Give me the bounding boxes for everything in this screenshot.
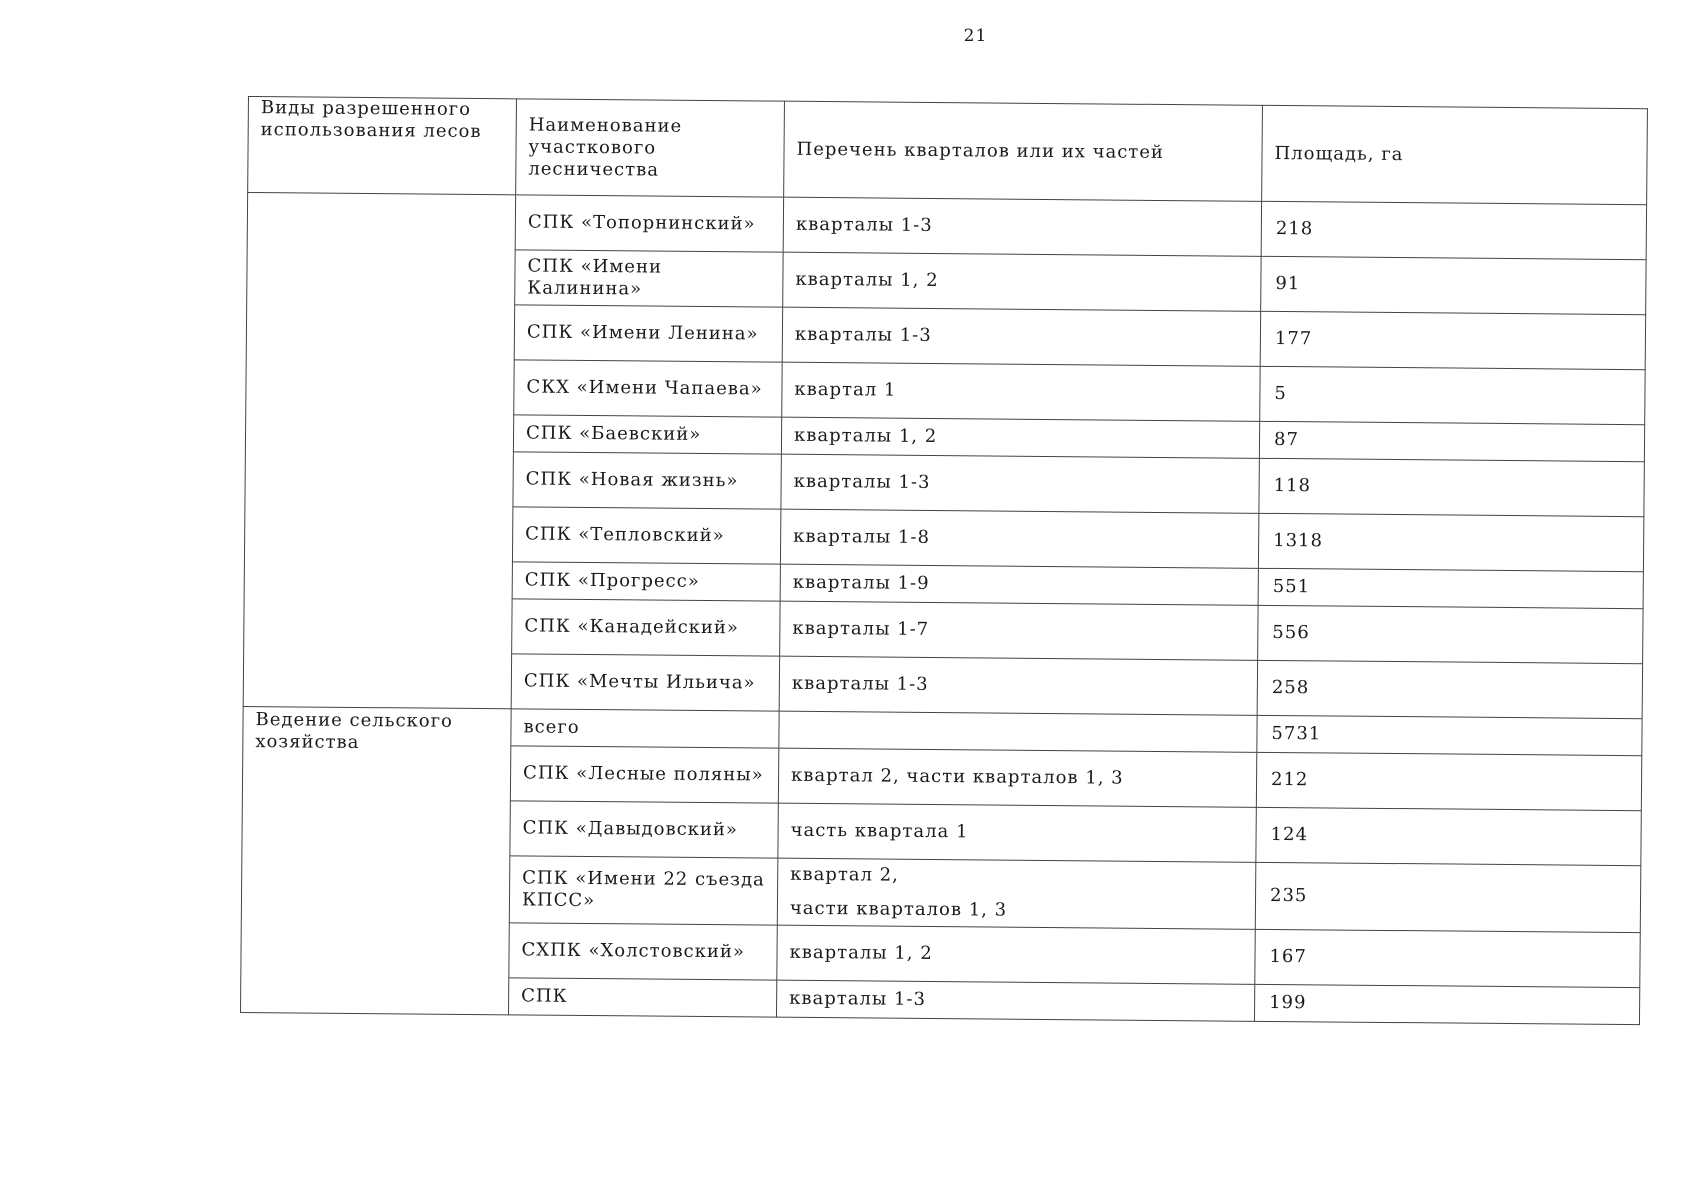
quarters-cell: кварталы 1-7 — [780, 601, 1258, 660]
area-cell: 118 — [1259, 458, 1644, 516]
area-cell: 258 — [1257, 660, 1642, 718]
table-header-row — [248, 97, 1648, 205]
quarters-cell: кварталы 1, 2 — [783, 252, 1261, 311]
quarters-cell: кварталы 1-3 — [779, 656, 1257, 715]
quarters-cell: кварталы 1, 2 — [781, 417, 1259, 458]
area-cell: 235 — [1255, 862, 1641, 932]
forestry-cell: СПК «Баевский» — [513, 415, 781, 454]
area-cell: 551 — [1258, 568, 1643, 608]
forestry-cell: СПК «Канадейский» — [512, 599, 780, 656]
forestry-cell: СПК «Тепловский» — [512, 507, 780, 564]
forestry-cell: СПК «Новая жизнь» — [513, 452, 781, 509]
quarters-cell: кварталы 1-9 — [780, 564, 1258, 605]
area-cell: 124 — [1256, 807, 1641, 865]
area-cell: 167 — [1255, 929, 1640, 987]
area-cell: 556 — [1258, 605, 1643, 663]
forestry-cell: всего — [511, 709, 779, 748]
area-cell: 87 — [1259, 421, 1644, 461]
forestry-cell: СПК «Имени Калинина» — [515, 250, 783, 307]
forestry-cell: СПК «Топорнинский» — [515, 195, 783, 252]
quarters-cell: квартал 1 — [782, 362, 1260, 421]
forestry-cell: СПК «Лесные поляны» — [510, 746, 778, 803]
quarters-cell: часть квартала 1 — [778, 803, 1256, 862]
quarters-cell: кварталы 1, 2 — [777, 925, 1255, 984]
forestry-cell: СПК «Мечты Ильича» — [511, 654, 779, 711]
header-use-type: Виды разрешенного использования лесов — [248, 97, 517, 195]
header-forestry: Наименование участкового лесничества — [516, 99, 785, 197]
use-type-empty-cell — [243, 193, 515, 709]
forestry-cell: СПК — [508, 978, 776, 1017]
page-number: 21 — [963, 26, 988, 46]
area-cell: 91 — [1261, 256, 1646, 314]
forestry-cell: СПК «Имени Ленина» — [514, 305, 782, 362]
header-area: Площадь, га — [1262, 105, 1648, 204]
forestry-cell: СХПК «Холстовский» — [509, 923, 777, 980]
forestry-cell: СПК «Давыдовский» — [510, 801, 778, 858]
header-quarters: Перечень кварталов или их частей — [784, 101, 1263, 201]
quarters-cell — [779, 711, 1257, 752]
forest-use-table — [240, 96, 1648, 1025]
area-cell: 212 — [1256, 752, 1641, 810]
forestry-cell: СКХ «Имени Чапаева» — [514, 360, 782, 417]
area-cell: 199 — [1254, 984, 1639, 1024]
table-row — [247, 193, 1646, 260]
area-cell: 1318 — [1258, 513, 1643, 571]
forestry-cell: СПК «Прогресс» — [512, 562, 780, 601]
quarters-cell: квартал 2, части кварталов 1, 3 — [778, 748, 1256, 807]
quarters-cell: кварталы 1-3 — [783, 197, 1261, 256]
area-cell: 5731 — [1257, 715, 1642, 755]
area-cell: 177 — [1260, 311, 1645, 369]
quarters-line-1: квартал 2, — [790, 863, 899, 886]
quarters-cell: кварталы 1-3 — [782, 307, 1260, 366]
quarters-cell: кварталы 1-3 — [776, 980, 1254, 1021]
quarters-cell: кварталы 1-8 — [780, 509, 1258, 568]
area-cell: 5 — [1260, 366, 1645, 424]
quarters-cell — [777, 858, 1256, 929]
area-cell: 218 — [1261, 201, 1646, 259]
forestry-cell: СПК «Имени 22 съезда КПСС» — [509, 856, 778, 925]
use-type-agriculture: Ведение сельского хозяйства — [241, 706, 512, 1014]
quarters-cell: кварталы 1-3 — [781, 454, 1259, 513]
quarters-line-2: части кварталов 1, 3 — [789, 897, 1008, 921]
